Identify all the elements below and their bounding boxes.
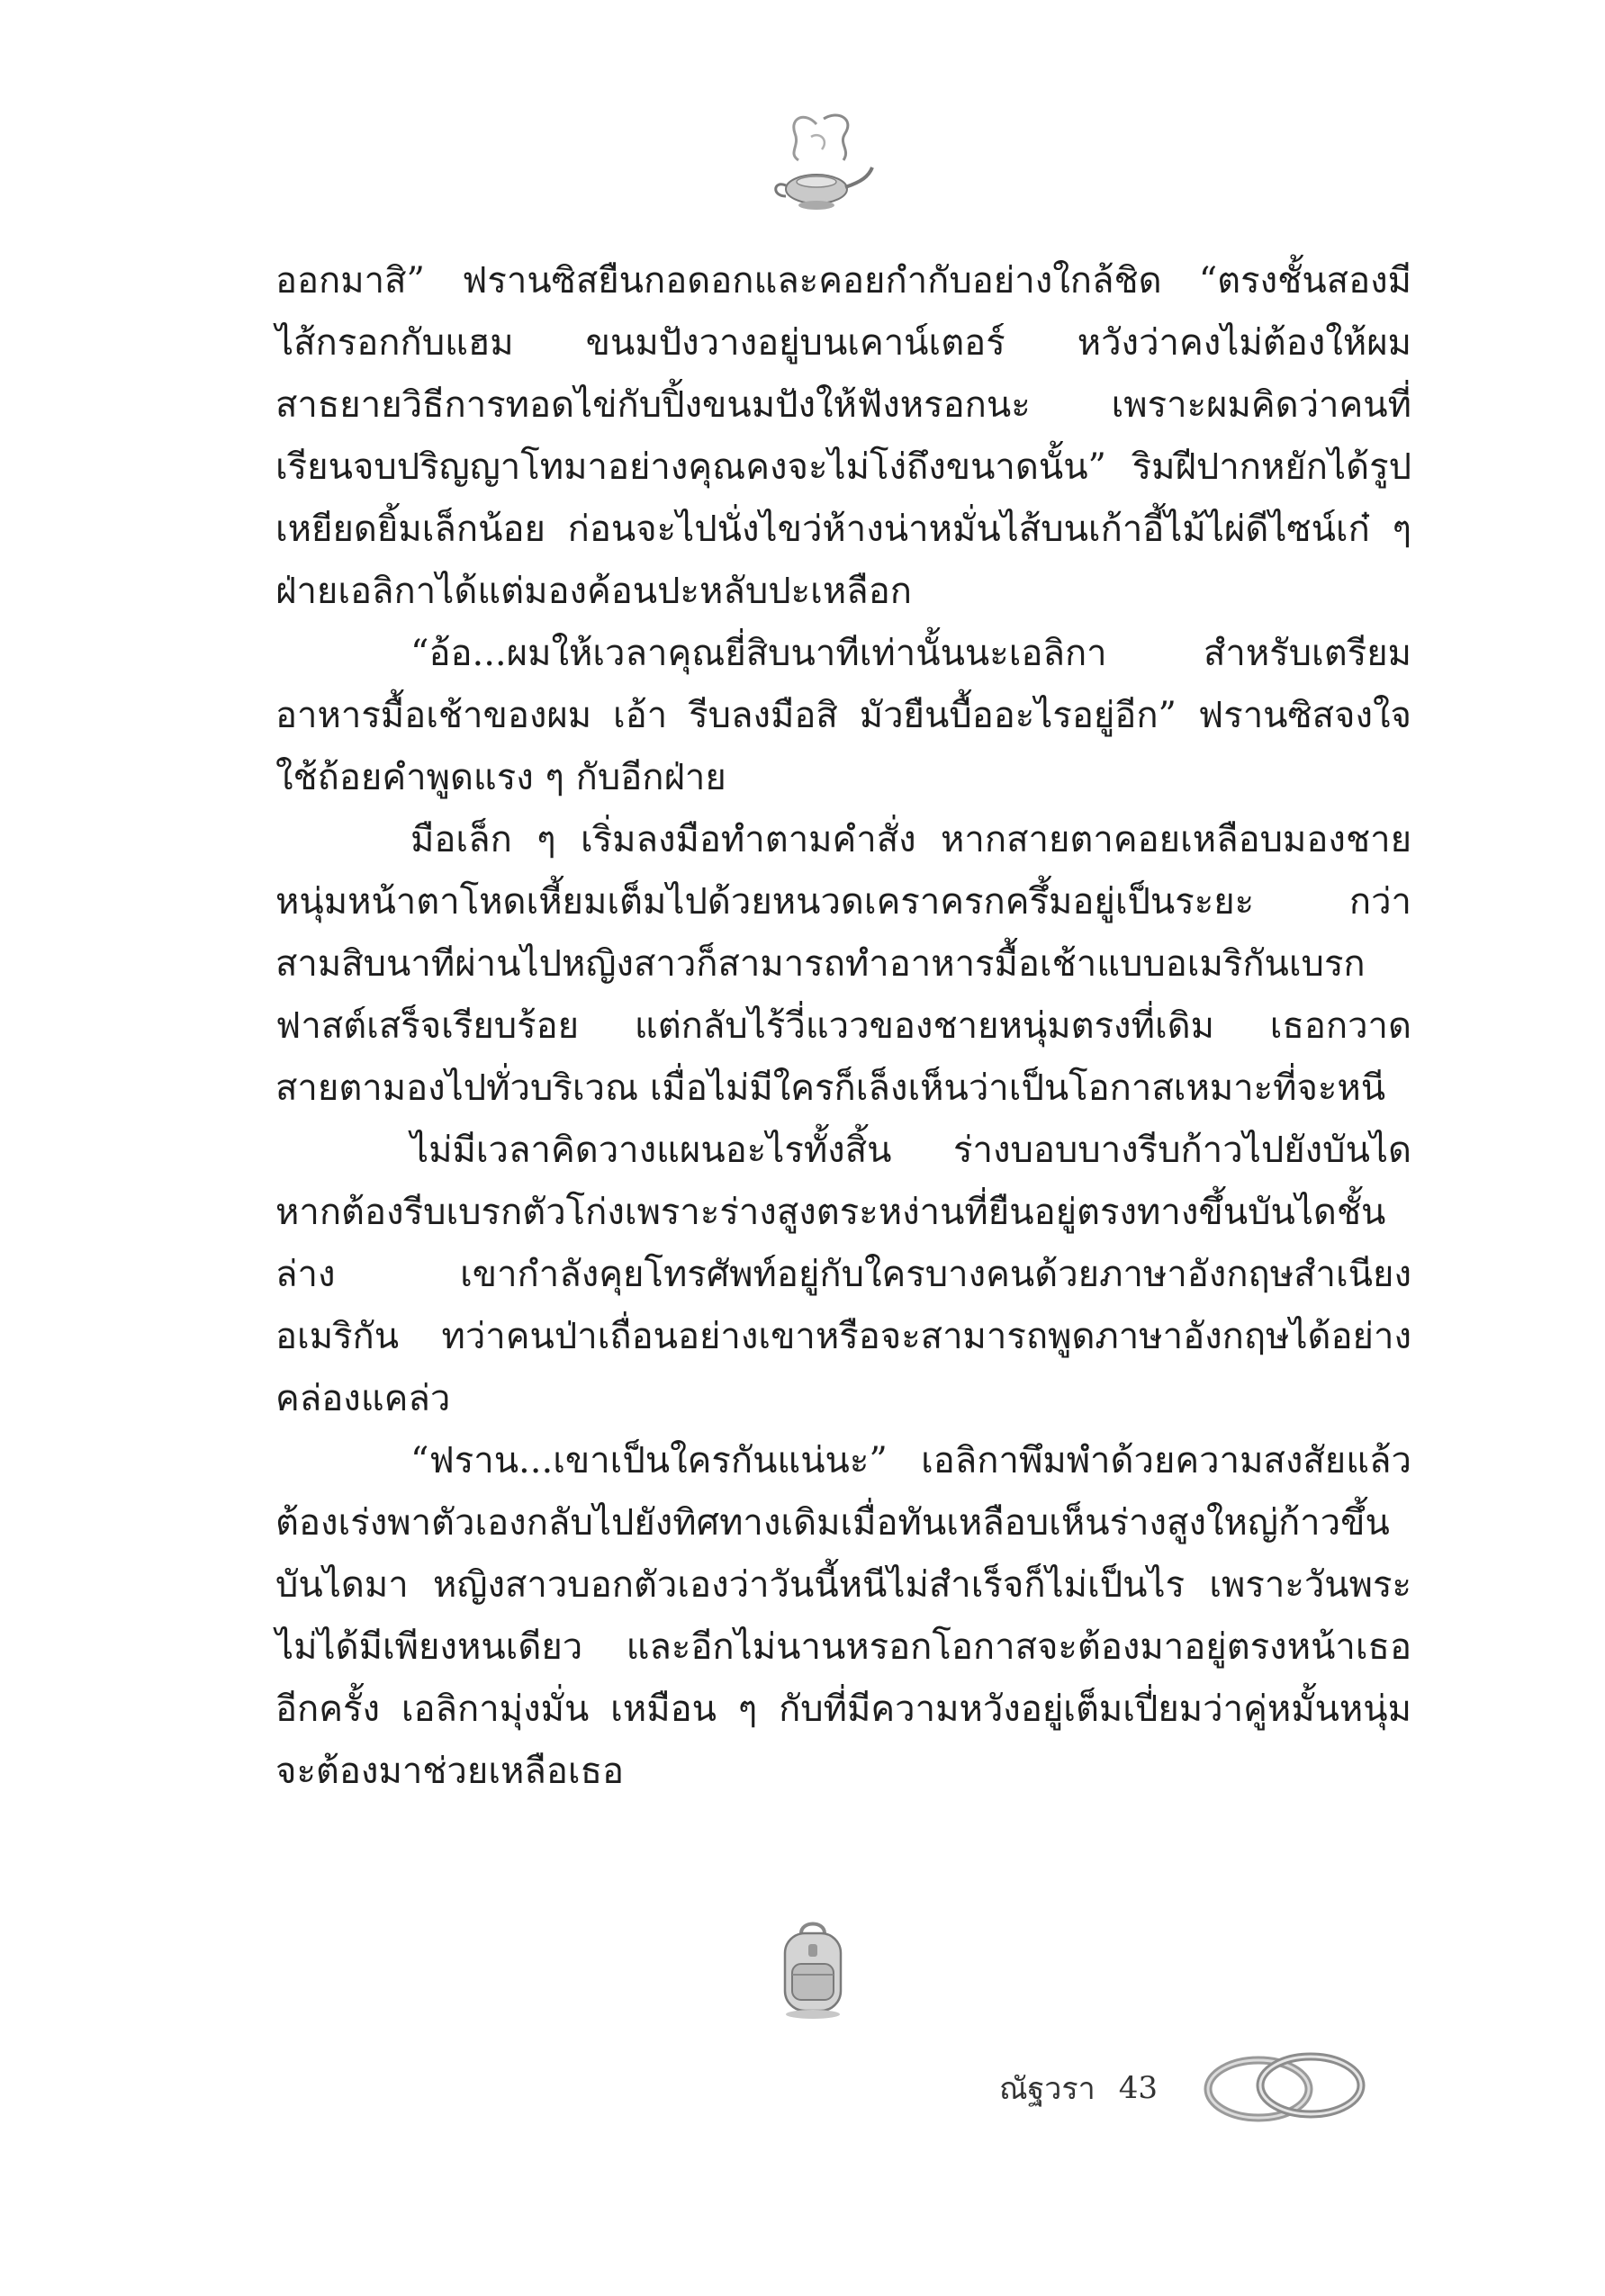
page-number: 43 xyxy=(1118,2070,1159,2106)
paragraph: “ฟราน...เขาเป็นใครกันแน่นะ” เอลิกาพึมพำด้วยความสงสัยแล้วต้องเร่งพาตัวเองกลับไปยังทิศทางเดิมเมื่อทันเหลือบเห็นร่างสูงใหญ่ก้าวขึ้นบันไดมา หญิงสาวบอกตัวเองว่าวันนี้หนีไม่สำเร็จก็ไม่เป็นไร เพราะวันพระไม่ได้มีเพียงหนเดียว และอีกไม่นานหรอกโอกาสจะต้องมาอยู่ตรงหน้าเธออีกครั้ง เอลิกามุ่งมั่น เหมือน ๆ กับที่มีความหวังอยู่เต็มเปี่ยมว่าคู่หมั้นหนุ่มจะต้องมาช่วยเหลือเธอ xyxy=(275,1440,1411,1792)
paragraph: ออกมาสิ” ฟรานซิสยืนกอดอกและคอยกำกับอย่างใกล้ชิด “ตรงชั้นสองมีไส้กรอกกับแฮม ขนมปังวางอยู่บนเคาน์เตอร์ หวังว่าคงไม่ต้องให้ผมสาธยายวิธีการทอดไข่กับปิ้งขนมปังให้ฟังหรอกนะ เพราะผมคิดว่าคนที่เรียนจบปริญญาโทมาอย่างคุณคงจะไม่โง่ถึงขนาดนั้น” ริมฝีปากหยักได้รูปเหยียดยิ้มเล็กน้อย ก่อนจะไปนั่งไขว่ห้างน่าหมั่นไส้บนเก้าอี้ไม้ไผ่ดีไซน์เก๋ ๆ ฝ่ายเอลิกาได้แต่มองค้อนปะหลับปะเหลือก xyxy=(275,260,1411,612)
paragraph: มือเล็ก ๆ เริ่มลงมือทำตามคำสั่ง หากสายตาคอยเหลือบมองชายหนุ่มหน้าตาโหดเหี้ยมเต็มไปด้วยหนวดเคราครกครึ้มอยู่เป็นระยะ กว่าสามสิบนาทีผ่านไปหญิงสาวก็สามารถทำอาหารมื้อเช้าแบบอเมริกันเบรกฟาสต์เสร็จเรียบร้อย แต่กลับไร้วี่แววของชายหนุ่มตรงที่เดิม เธอกวาดสายตามองไปทั่วบริเวณ เมื่อไม่มีใครก็เล็งเห็นว่าเป็นโอกาสเหมาะที่จะหนี xyxy=(275,819,1411,1109)
paragraph: ไม่มีเวลาคิดวางแผนอะไรทั้งสิ้น ร่างบอบบางรีบก้าวไปยังบันไดหากต้องรีบเบรกตัวโก่งเพราะร่างสูงตระหง่านที่ยืนอยู่ตรงทางขึ้นบันไดชั้นล่าง เขากำลังคุยโทรศัพท์อยู่กับใครบางคนด้วยภาษาอังกฤษสำเนียงอเมริกัน ทว่าคนป่าเถื่อนอย่างเขาหรือจะสามารถพูดภาษาอังกฤษได้อย่างคล่องแคล่ว xyxy=(275,1130,1411,1419)
teapot-icon xyxy=(761,106,878,223)
author-name: ณัฐวรา xyxy=(999,2071,1096,2107)
paragraph: “อ้อ...ผมให้เวลาคุณยี่สิบนาทีเท่านั้นนะเอลิกา สำหรับเตรียมอาหารมื้อเช้าของผม เอ้า รีบลงมือสิ มัวยืนบื้ออะไรอยู่อีก” ฟรานซิสจงใจใช้ถ้อยคำพูดแรง ๆ กับอีกฝ่าย xyxy=(275,633,1411,798)
backpack-icon xyxy=(772,1917,853,2023)
body-text xyxy=(275,250,1411,1803)
page-footer xyxy=(999,2052,1377,2124)
wedding-rings-icon xyxy=(1188,2048,1377,2129)
